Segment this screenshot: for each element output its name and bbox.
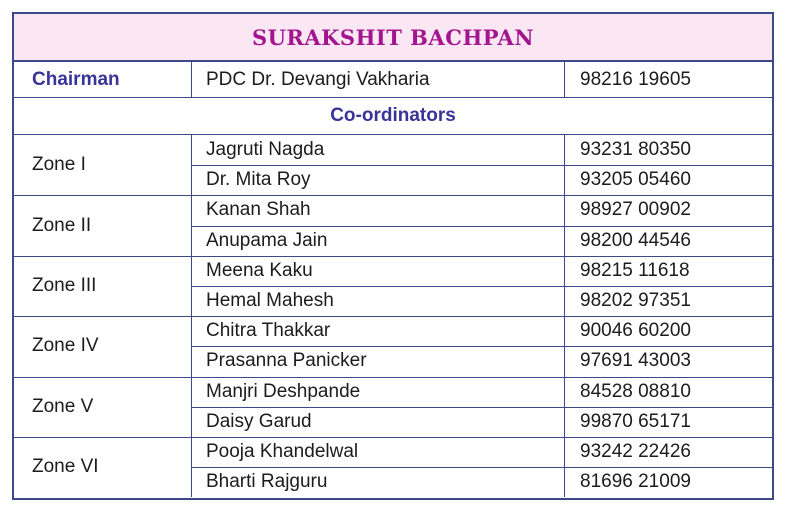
coordinator-name: Prasanna Panicker [206, 350, 367, 372]
coordinator-phone: 98202 97351 [580, 290, 691, 312]
coordinator-name: Chitra Thakkar [206, 320, 331, 342]
contact-table [12, 12, 774, 500]
coordinator-phone: 98200 44546 [580, 229, 691, 251]
divider [191, 286, 772, 287]
coordinator-phone: 98215 11618 [580, 259, 690, 281]
zone-label: Zone III [32, 274, 97, 296]
coordinator-phone: 81696 21009 [580, 471, 691, 493]
coordinator-name: Anupama Jain [206, 229, 328, 251]
zone-label: Zone VI [32, 456, 99, 478]
coordinator-name: Kanan Shah [206, 199, 311, 221]
coordinator-name: Meena Kaku [206, 259, 313, 281]
coordinator-name: Jagruti Nagda [206, 139, 325, 161]
coordinators-header: Co-ordinators [330, 105, 456, 126]
coordinator-phone: 97691 43003 [580, 350, 691, 372]
divider [191, 165, 772, 166]
coordinator-name: Hemal Mahesh [206, 290, 334, 312]
divider [191, 346, 772, 347]
chairman-phone: 98216 19605 [580, 68, 691, 90]
divider [564, 62, 565, 97]
zone-label: Zone IV [32, 335, 99, 357]
divider [191, 407, 772, 408]
coordinator-phone: 99870 65171 [580, 410, 691, 432]
coordinator-phone: 93205 05460 [580, 169, 691, 191]
zone-label: Zone V [32, 395, 94, 417]
coordinator-phone: 84528 08810 [580, 380, 691, 402]
coordinator-name: Pooja Khandelwal [206, 441, 359, 463]
coordinator-name: Manjri Deshpande [206, 380, 361, 402]
coordinator-phone: 93231 80350 [580, 139, 691, 161]
coordinator-name: Dr. Mita Roy [206, 169, 311, 191]
chairman-name: PDC Dr. Devangi Vakharia [206, 68, 430, 90]
zone-label: Zone I [32, 154, 86, 176]
divider [564, 135, 565, 497]
divider [191, 467, 772, 468]
divider [191, 226, 772, 227]
coordinator-name: Daisy Garud [206, 410, 312, 432]
table-title: SURAKSHIT BACHPAN [251, 24, 535, 50]
coordinator-name: Bharti Rajguru [206, 471, 328, 493]
coordinator-phone: 98927 00902 [580, 199, 691, 221]
zone-label: Zone II [32, 214, 92, 236]
chairman-label: Chairman [32, 68, 120, 90]
divider [191, 62, 192, 97]
divider [191, 135, 192, 497]
coordinator-phone: 93242 22426 [580, 441, 691, 463]
title-row [14, 14, 772, 62]
coordinator-phone: 90046 60200 [580, 320, 691, 342]
